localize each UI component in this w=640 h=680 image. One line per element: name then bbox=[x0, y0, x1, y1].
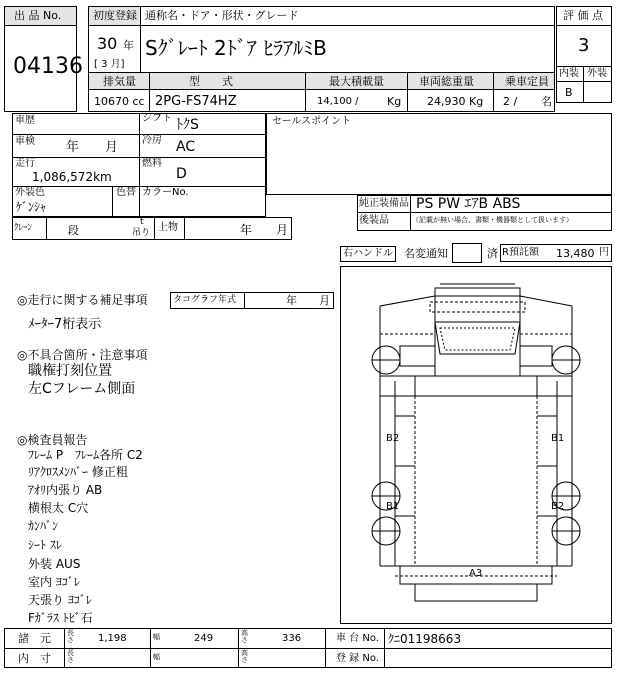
sales-point-label: セールスポイント bbox=[272, 116, 352, 127]
height-value: 336 bbox=[282, 633, 302, 644]
model-header: 通称名・ドア・形状・グレード bbox=[145, 9, 299, 22]
first-reg-label-cell bbox=[88, 6, 141, 26]
lot-no-label: 出 品 No. bbox=[14, 9, 62, 22]
mileage-label: 走行 bbox=[15, 158, 35, 169]
equipment-divider bbox=[410, 195, 411, 231]
model-name: Sｸﾞﾚｰﾄ 2ﾄﾞｱ ﾋﾗｱﾙﾐB bbox=[145, 36, 327, 60]
mileage-value: 1,086,572km bbox=[32, 170, 112, 184]
ac-label: 冷房 bbox=[142, 135, 162, 146]
exterior-label-cell bbox=[583, 66, 612, 82]
spec-divider-4 bbox=[493, 72, 494, 112]
lot-no-cell bbox=[4, 25, 83, 112]
capacity-value: 2 / bbox=[503, 95, 518, 108]
dims-label: 諸 元 bbox=[18, 632, 51, 645]
standard-equipment-value: PS PW ｴｱB ABS bbox=[416, 196, 521, 212]
details-divider bbox=[139, 113, 140, 186]
diagram-mark-right-mid: B1 bbox=[551, 433, 565, 444]
color-code-divider bbox=[139, 186, 140, 217]
spec-labels-row bbox=[88, 72, 555, 90]
standard-equipment-label: 純正装備品 bbox=[359, 198, 409, 209]
history-label: 車歴 bbox=[15, 115, 35, 126]
displacement-label: 排気量 bbox=[103, 75, 136, 88]
tacho-divider bbox=[244, 292, 245, 309]
crane-label: ｸﾚｰﾝ bbox=[14, 223, 33, 233]
inspector-line-8: 室内 ﾖｺﾞﾚ bbox=[28, 575, 80, 589]
diagram-mark-left-mid: B2 bbox=[386, 433, 400, 444]
score-value: 3 bbox=[578, 35, 590, 56]
score-label: 評 価 点 bbox=[563, 9, 603, 22]
inspector-line-5: ｶﾝﾊﾞﾝ bbox=[28, 519, 59, 533]
rhd-label: 右ハンドル bbox=[343, 248, 393, 259]
diagram-mark-right-rear: B2 bbox=[551, 501, 565, 512]
ac-value: AC bbox=[176, 139, 196, 155]
color-code-label: カラーNo. bbox=[142, 187, 189, 198]
upper-value: 年 月 bbox=[240, 223, 289, 237]
interior-grade-cell bbox=[556, 81, 584, 103]
color-label: 外装色 bbox=[15, 187, 45, 198]
footer-divider-3 bbox=[238, 628, 239, 668]
inspection-value: 年 月 bbox=[66, 140, 119, 155]
first-reg-year-unit: 年 bbox=[123, 39, 134, 52]
driving-note: ﾒｰﾀｰ7桁表示 bbox=[28, 317, 102, 332]
footer-divider-5 bbox=[384, 628, 385, 668]
aftermarket-label: 後装品 bbox=[359, 215, 389, 226]
gvw-value: 24,930 Kg bbox=[427, 95, 484, 108]
defect-2: 左Cフレーム側面 bbox=[28, 381, 136, 397]
fuel-value: D bbox=[176, 166, 187, 182]
length-label: 長さ bbox=[67, 629, 74, 645]
inspector-line-6: ｼｰﾄ ｽﾚ bbox=[28, 538, 62, 552]
max-load-value: 14,100 / bbox=[317, 96, 359, 107]
inspector-line-2: ﾘｱｸﾛｽﾒﾝﾊﾞｰ 修正粗 bbox=[28, 465, 128, 479]
width-value: 249 bbox=[194, 633, 214, 644]
reg-label: 登 録 No. bbox=[336, 653, 379, 664]
height-label: 高さ bbox=[241, 629, 248, 645]
name-change-box bbox=[452, 243, 482, 263]
crane-tonnage-unit: t bbox=[140, 217, 144, 227]
model-header-cell bbox=[140, 6, 555, 26]
interior-height-label: 高さ bbox=[241, 649, 248, 665]
inspection-label: 車検 bbox=[15, 136, 35, 147]
rhd-cell bbox=[340, 246, 396, 262]
spec-values-row bbox=[88, 89, 555, 112]
score-cell bbox=[556, 25, 612, 67]
footer-divider-1 bbox=[64, 628, 65, 668]
crane-divider-2 bbox=[154, 217, 155, 240]
defect-1: 職権打刻位置 bbox=[28, 363, 112, 379]
width-label: 幅 bbox=[153, 633, 160, 641]
color-no-label: 色替 bbox=[116, 187, 136, 198]
recycle-deposit-label: R預託額 bbox=[502, 247, 539, 258]
model-code: 2PG-FS74HZ bbox=[155, 94, 237, 109]
inspector-title: ◎検査員報告 bbox=[17, 433, 88, 447]
interior-grade: B bbox=[565, 86, 573, 99]
recycle-deposit-value: 13,480 bbox=[556, 247, 595, 260]
crane-steps: 段 bbox=[68, 224, 79, 237]
crane-divider-1 bbox=[46, 217, 47, 240]
upper-label: 上物 bbox=[158, 222, 178, 233]
tacho-value: 年 月 bbox=[286, 294, 330, 307]
crane-lift-label: 吊り bbox=[132, 228, 151, 238]
sales-point-cell bbox=[266, 113, 612, 195]
spec-divider-3 bbox=[407, 72, 408, 112]
defects-title: ◎不具合箇所・注意事項 bbox=[17, 348, 148, 362]
interior-dims-label: 内 寸 bbox=[18, 652, 51, 665]
exterior-grade-cell bbox=[583, 81, 612, 103]
footer-divider-4 bbox=[325, 628, 326, 668]
inspector-line-9: 天張り ﾖｺﾞﾚ bbox=[28, 593, 92, 607]
shift-label: シフト bbox=[142, 113, 172, 124]
interior-length-label: 長さ bbox=[67, 649, 74, 665]
spec-divider-2 bbox=[305, 72, 306, 112]
name-change-label: 名変通知 bbox=[404, 247, 448, 260]
first-reg-label: 初度登録 bbox=[93, 9, 137, 22]
lot-no-label-cell bbox=[4, 6, 77, 26]
recycle-deposit-unit: 円 bbox=[599, 247, 609, 258]
chassis-label: 車 台 No. bbox=[336, 633, 379, 644]
diagram-mark-left-rear: B1 bbox=[386, 501, 400, 512]
inspector-line-4: 横根太 C穴 bbox=[28, 501, 89, 515]
inspector-line-3: ｱｵﾘ内張り AB bbox=[28, 483, 103, 497]
diagram-mark-rear: A3 bbox=[469, 568, 483, 579]
interior-width-label: 幅 bbox=[153, 653, 160, 661]
inspector-line-7: 外装 AUS bbox=[28, 557, 81, 571]
color-divider bbox=[112, 186, 113, 217]
spec-divider-1 bbox=[149, 72, 150, 112]
fuel-label: 燃料 bbox=[142, 158, 162, 169]
interior-label-cell bbox=[556, 66, 584, 82]
driving-notes-title: ◎走行に関する補足事項 bbox=[17, 293, 148, 307]
year-cell bbox=[88, 25, 141, 73]
tacho-label: タコグラフ年式 bbox=[173, 295, 237, 305]
interior-label: 内装 bbox=[559, 68, 579, 79]
max-load-unit: Kg bbox=[387, 95, 402, 108]
capacity-label: 乗車定員 bbox=[505, 75, 549, 88]
footer-divider-2 bbox=[150, 628, 151, 668]
equipment-line bbox=[357, 212, 612, 213]
aftermarket-note: （記載が無い場合、書類・機器類として扱います） bbox=[412, 216, 573, 224]
length-value: 1,198 bbox=[98, 633, 127, 644]
chassis-no: ｸﾆ01198663 bbox=[388, 632, 462, 646]
first-reg-year: 30 bbox=[97, 34, 118, 53]
capacity-unit: 名 bbox=[541, 95, 552, 108]
footer-line bbox=[4, 648, 612, 649]
color-value: ｹﾞﾝｼｬ bbox=[16, 200, 47, 214]
lot-no: 04136 bbox=[13, 54, 83, 79]
model-name-cell bbox=[140, 25, 555, 73]
recycle-done-label: 済 bbox=[487, 247, 498, 260]
gvw-label: 車両総重量 bbox=[419, 75, 474, 88]
shift-value: ﾄｸS bbox=[176, 117, 199, 133]
max-load-label: 最大積載量 bbox=[329, 75, 384, 88]
first-reg-month: [ 3 月] bbox=[94, 59, 125, 70]
exterior-label: 外装 bbox=[587, 68, 607, 79]
inspector-line-1: ﾌﾚｰﾑ P ﾌﾚｰﾑ各所 C2 bbox=[28, 448, 143, 462]
displacement-value: 10670 cc bbox=[94, 95, 145, 108]
inspector-line-10: Fｶﾞﾗｽ ﾄﾋﾞ石 bbox=[28, 611, 93, 625]
crane-divider-3 bbox=[184, 217, 185, 240]
type-label: 型 式 bbox=[189, 75, 233, 88]
score-label-cell bbox=[556, 6, 612, 26]
